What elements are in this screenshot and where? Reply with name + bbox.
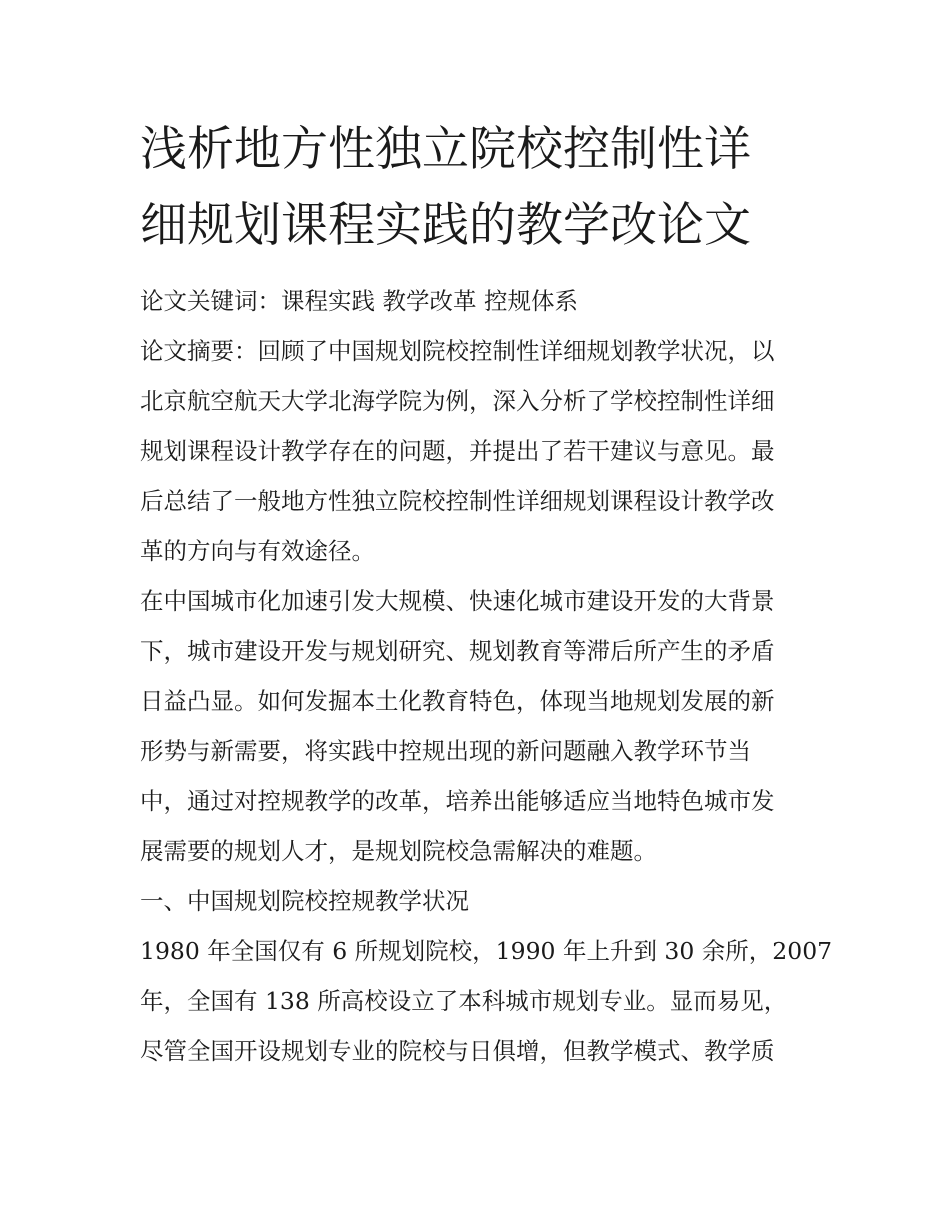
document-title [140, 112, 820, 264]
paragraph-line: 在中国城市化加速引发大规模、快速化城市建设开发的大背景 [140, 587, 775, 615]
abstract-line: 北京航空航天大学北海学院为例，深入分析了学校控制性详细 [140, 387, 775, 415]
paragraph-line: 1980 年全国仅有 6 所规划院校，1990 年上升到 30 余所，2007 [140, 937, 833, 965]
title-line-2: 细规划课程实践的教学改论文 [140, 198, 751, 253]
paragraph-line: 日益凸显。如何发掘本土化教育特色，体现当地规划发展的新 [140, 687, 775, 715]
abstract-line: 论文摘要：回顾了中国规划院校控制性详细规划教学状况，以 [140, 337, 775, 365]
abstract-line: 后总结了一般地方性独立院校控制性详细规划课程设计教学改 [140, 487, 775, 515]
paragraph-line: 形势与新需要，将实践中控规出现的新问题融入教学环节当 [140, 737, 751, 765]
paragraph-line: 展需要的规划人才，是规划院校急需解决的难题。 [140, 837, 657, 865]
section-heading: 一、中国规划院校控规教学状况 [140, 887, 469, 915]
title-line-1: 浅析地方性独立院校控制性详 [140, 122, 751, 177]
document-body [140, 284, 833, 1084]
abstract-line: 革的方向与有效途径。 [140, 537, 375, 565]
abstract-line: 规划课程设计教学存在的问题，并提出了若干建议与意见。最 [140, 437, 775, 465]
paragraph-line: 下，城市建设开发与规划研究、规划教育等滞后所产生的矛盾 [140, 637, 775, 665]
paragraph-line: 中，通过对控规教学的改革，培养出能够适应当地特色城市发 [140, 787, 775, 815]
paragraph-line: 年，全国有 138 所高校设立了本科城市规划专业。显而易见， [140, 987, 788, 1015]
keywords-line: 论文关键词：课程实践 教学改革 控规体系 [140, 287, 578, 315]
paragraph-line: 尽管全国开设规划专业的院校与日俱增，但教学模式、教学质 [140, 1037, 775, 1065]
